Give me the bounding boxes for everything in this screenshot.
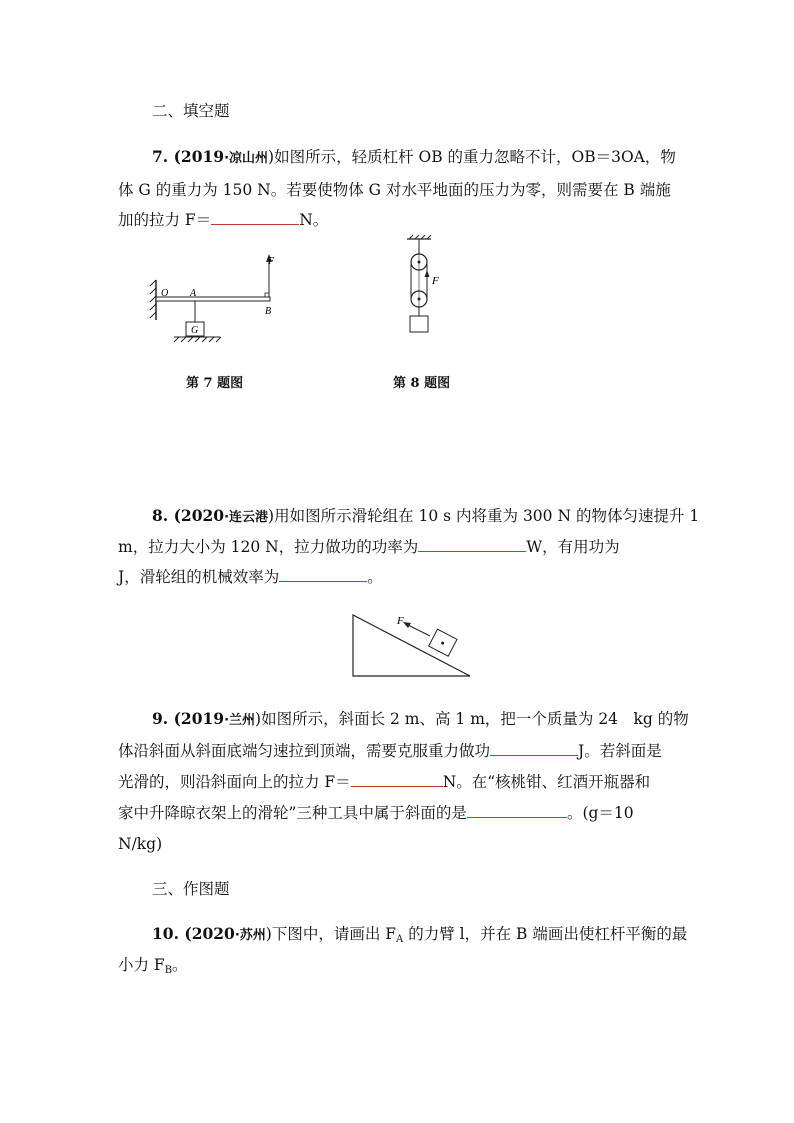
q7-number: 7. (2019 [152,147,225,166]
q8-line-3 [118,567,383,587]
section-heading-fill-blank: 二、填空题 [152,102,230,120]
q7-line-2: 体 G 的重力为 150 N。若要使物体 G 对水平地面的压力为零，则需要在 B 端施 [118,181,671,199]
q9-source: ·兰州 [224,713,256,728]
q7-label-B: B [265,306,272,317]
q7-label-O: O [161,288,169,299]
q9-line1-text: )如图所示，斜面长 2 m、高 1 m，把一个质量为 24 kg 的物 [255,710,689,728]
q9-line2-post: J。若斜面是 [578,742,662,760]
q8-power-blank[interactable] [418,537,526,552]
q9-line-5: N/kg) [118,835,163,853]
q10-line1-a: )下图中，请画出 F [265,925,397,943]
q10-line-1 [152,924,687,950]
q7-label-F: F [268,256,275,267]
q8-line3-pre: J，滑轮组的机械效率为 [118,568,280,586]
q9-number: 9. (2019 [152,709,225,728]
q9-line2-pre: 体沿斜面从斜面底端匀速拉到顶端，需要克服重力做功 [118,742,491,760]
q9-tool-blank[interactable] [467,803,567,818]
q9-line4-post: 。(g＝10 [566,804,634,822]
q9-label-F: F [397,615,404,627]
q7-figure-caption: 第 7 题图 [186,376,244,391]
q8-efficiency-blank[interactable] [279,567,367,582]
q8-number: 8. (2020 [152,506,225,525]
q9-line4-pre: 家中升降晾衣架上的滑轮”三种工具中属于斜面的是 [118,804,467,822]
q7-label-G: G [191,325,199,336]
q10-line2-b: 。 [172,956,188,974]
q7-line1-text: )如图所示，轻质杠杆 OB 的重力忽略不计，OB＝3OA，物 [268,148,676,166]
q8-pulley-figure [395,234,455,338]
q10-number: 10. (2020 [152,924,235,943]
q9-line-1 [152,709,689,731]
q8-line2-post: W，有用功为 [526,538,620,556]
q10-line1-sub: A [396,934,404,945]
q7-line3-pre: 加的拉力 F＝ [118,211,212,229]
q10-source: ·苏州 [234,928,266,943]
q8-line3-post: 。 [367,568,383,586]
q7-line3-post: N。 [299,211,329,229]
q9-work-blank[interactable] [490,741,578,756]
q7-source: ·凉山州 [224,151,269,166]
q7-lever-figure [148,250,288,350]
q8-line-2 [118,537,620,557]
q9-line3-pre: 光滑的，则沿斜面向上的拉力 F＝ [118,773,351,791]
q8-line-1 [152,506,699,528]
q10-line2-sub: B [164,965,173,976]
q8-label-F: F [432,275,439,287]
q9-line3-post: N。在“核桃钳、红酒开瓶器和 [442,773,651,791]
q10-line2-a: 小力 F [118,956,165,974]
q9-incline-figure [350,610,474,680]
q9-line-4 [118,803,634,823]
q9-line-3 [118,772,650,792]
q8-source: ·连云港 [224,510,269,525]
q9-line-2 [118,741,662,761]
q10-line-2 [118,955,188,981]
q7-line-1 [152,147,676,169]
q8-figure-caption: 第 8 题图 [393,376,451,391]
q9-force-blank[interactable] [351,772,443,787]
section-heading-drawing: 三、作图题 [152,880,230,898]
q8-line2-pre: m，拉力大小为 120 N，拉力做功的功率为 [118,538,419,556]
q8-line1-text: )用如图所示滑轮组在 10 s 内将重为 300 N 的物体匀速提升 1 [268,507,700,525]
q7-label-A: A [190,288,197,299]
q7-line-3 [118,210,328,230]
q10-line1-b: 的力臂 l，并在 B 端画出使杠杆平衡的最 [403,925,688,943]
q7-answer-blank[interactable] [211,210,299,225]
